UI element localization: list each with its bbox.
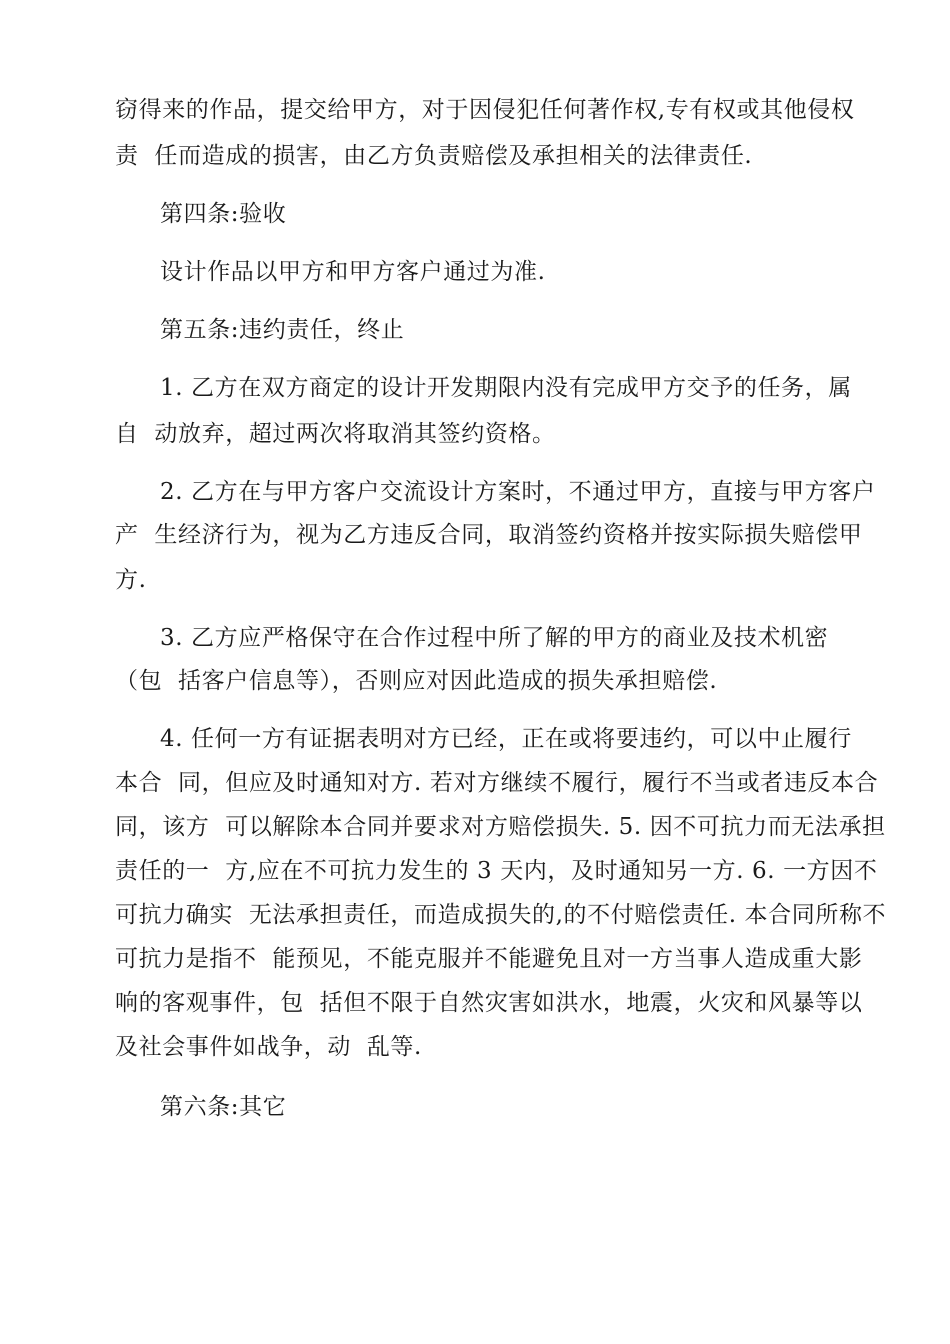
list-item-line: 责任的一 方,应在不可抗力发生的 3 天内，及时通知另一方. 6. 一方因不	[115, 858, 878, 884]
list-item-line: （包 括客户信息等），否则应对因此造成的损失承担赔偿.	[115, 668, 718, 694]
article-heading: 第六条:其它	[160, 1094, 287, 1120]
list-item-line: 1. 乙方在双方商定的设计开发期限内没有完成甲方交予的任务，属	[160, 375, 852, 401]
list-item-line: 2. 乙方在与甲方客户交流设计方案时，不通过甲方，直接与甲方客户	[160, 479, 876, 505]
article-heading: 第四条:验收	[160, 201, 287, 227]
article-heading: 第五条:违约责任，终止	[160, 317, 405, 343]
list-item-line: 产 生经济行为，视为乙方违反合同，取消签约资格并按实际损失赔偿甲	[115, 522, 863, 548]
list-item-line: 3. 乙方应严格保守在合作过程中所了解的甲方的商业及技术机密	[160, 625, 829, 651]
list-item-line: 自 动放弃，超过两次将取消其签约资格。	[115, 421, 556, 447]
paragraph-line: 窃得来的作品，提交给甲方，对于因侵犯任何著作权,专有权或其他侵权	[115, 97, 855, 123]
list-item-line: 及社会事件如战争，动 乱等.	[115, 1034, 422, 1060]
list-item-line: 响的客观事件，包 括但不限于自然灾害如洪水，地震，火灾和风暴等以	[115, 990, 863, 1016]
list-item-line: 可抗力是指不 能预见，不能克服并不能避免且对一方当事人造成重大影	[115, 946, 863, 972]
list-item-line: 可抗力确实 无法承担责任，而造成损失的,的不付赔偿责任. 本合同所称不	[115, 902, 887, 928]
list-item-line: 4. 任何一方有证据表明对方已经，正在或将要违约，可以中止履行	[160, 726, 852, 752]
paragraph-line: 设计作品以甲方和甲方客户通过为准.	[160, 259, 546, 285]
paragraph-line: 责 任而造成的损害，由乙方负责赔偿及承担相关的法律责任.	[115, 143, 753, 169]
list-item-line: 同，该方 可以解除本合同并要求对方赔偿损失. 5. 因不可抗力而无法承担	[115, 814, 886, 840]
list-item-line: 本合 同，但应及时通知对方. 若对方继续不履行，履行不当或者违反本合	[115, 770, 879, 796]
list-item-line: 方.	[115, 567, 147, 593]
